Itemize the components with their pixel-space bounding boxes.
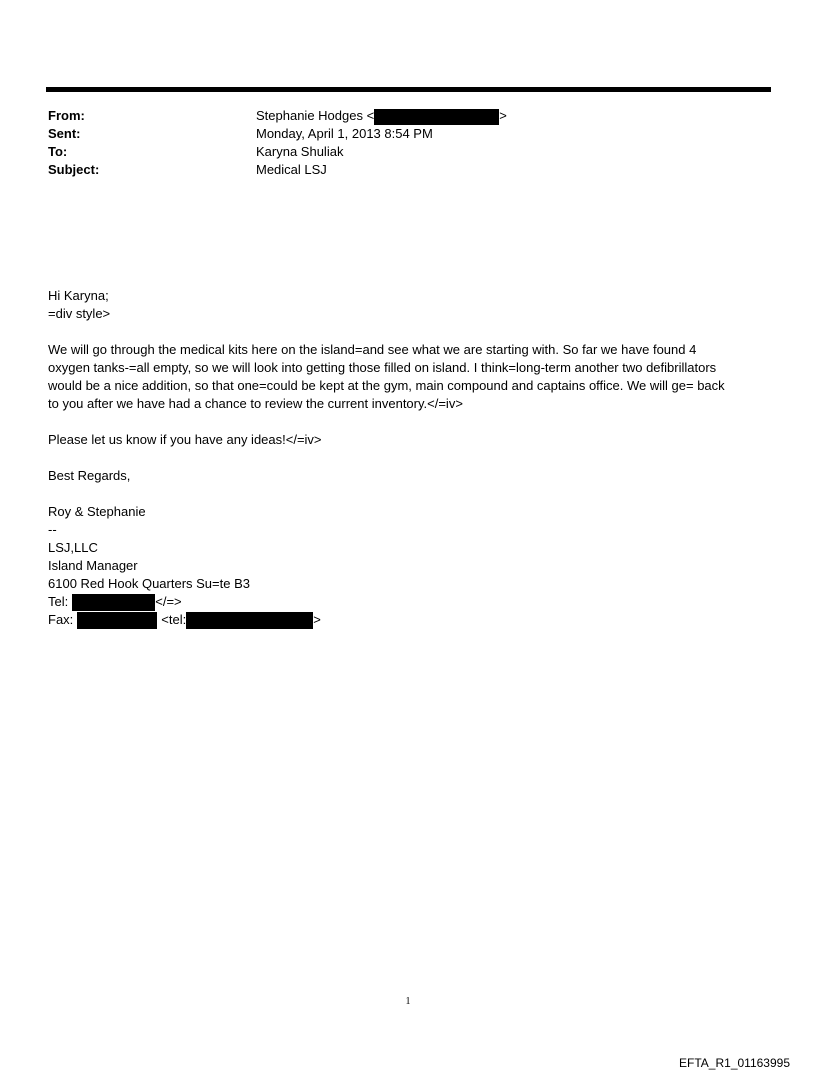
- subject-label: Subject:: [48, 162, 100, 177]
- signature-tel: [48, 593, 766, 611]
- paragraph-2: Please let us know if you have any ideas!</=iv>: [48, 432, 322, 447]
- fax-label: Fax:: [48, 612, 74, 628]
- subject-value: Medical LSJ: [256, 162, 327, 177]
- to-label: To:: [48, 144, 68, 159]
- signature-address: 6100 Red Hook Quarters Su=te B3: [48, 576, 250, 591]
- from-name: Stephanie Hodges <: [256, 108, 375, 123]
- paragraph-1-line-1: We will go through the medical kits here on the island=and see what we are starting with. So far we have found 4: [48, 342, 697, 357]
- signature-title: Island Manager: [48, 558, 138, 573]
- greeting: Hi Karyna;: [48, 288, 109, 303]
- to-value: Karyna Shuliak: [256, 144, 344, 159]
- redaction-block: [77, 612, 157, 629]
- signature-company: LSJ,LLC: [48, 540, 98, 555]
- sent-label: Sent:: [48, 126, 81, 141]
- paragraph-1-line-2: oxygen tanks-=all empty, so we will look into getting those filled on island. I think=long-term another two defibrillators: [48, 360, 717, 375]
- tel-suffix: </=>: [155, 594, 182, 609]
- redaction-block: [186, 612, 313, 629]
- from-label: From:: [48, 108, 85, 123]
- from-close: >: [499, 108, 507, 123]
- redaction-block: [72, 594, 155, 611]
- email-body: [48, 287, 766, 629]
- paragraph-1-line-4: to you after we have had a chance to review the current inventory.</=iv>: [48, 396, 463, 411]
- signature-fax: [48, 611, 766, 629]
- signature-names: Roy & Stephanie: [48, 504, 146, 519]
- paragraph-1-line-3: would be a nice addition, so that one=could be kept at the gym, main compound and captains office. We will ge= back: [48, 378, 725, 393]
- fax-close: >: [313, 612, 321, 628]
- page-number: 1: [405, 996, 411, 1007]
- from-value: [256, 107, 507, 125]
- sent-value: Monday, April 1, 2013 8:54 PM: [256, 126, 433, 141]
- header-rule: [46, 87, 771, 92]
- div-style-artifact: =div style>: [48, 306, 111, 321]
- fax-tel: <tel:: [161, 612, 187, 628]
- closing: Best Regards,: [48, 468, 131, 483]
- document-id: EFTA_R1_01163995: [679, 1056, 790, 1070]
- tel-label: Tel:: [48, 594, 69, 609]
- redaction-block: [374, 109, 499, 125]
- signature-separator: --: [48, 522, 57, 537]
